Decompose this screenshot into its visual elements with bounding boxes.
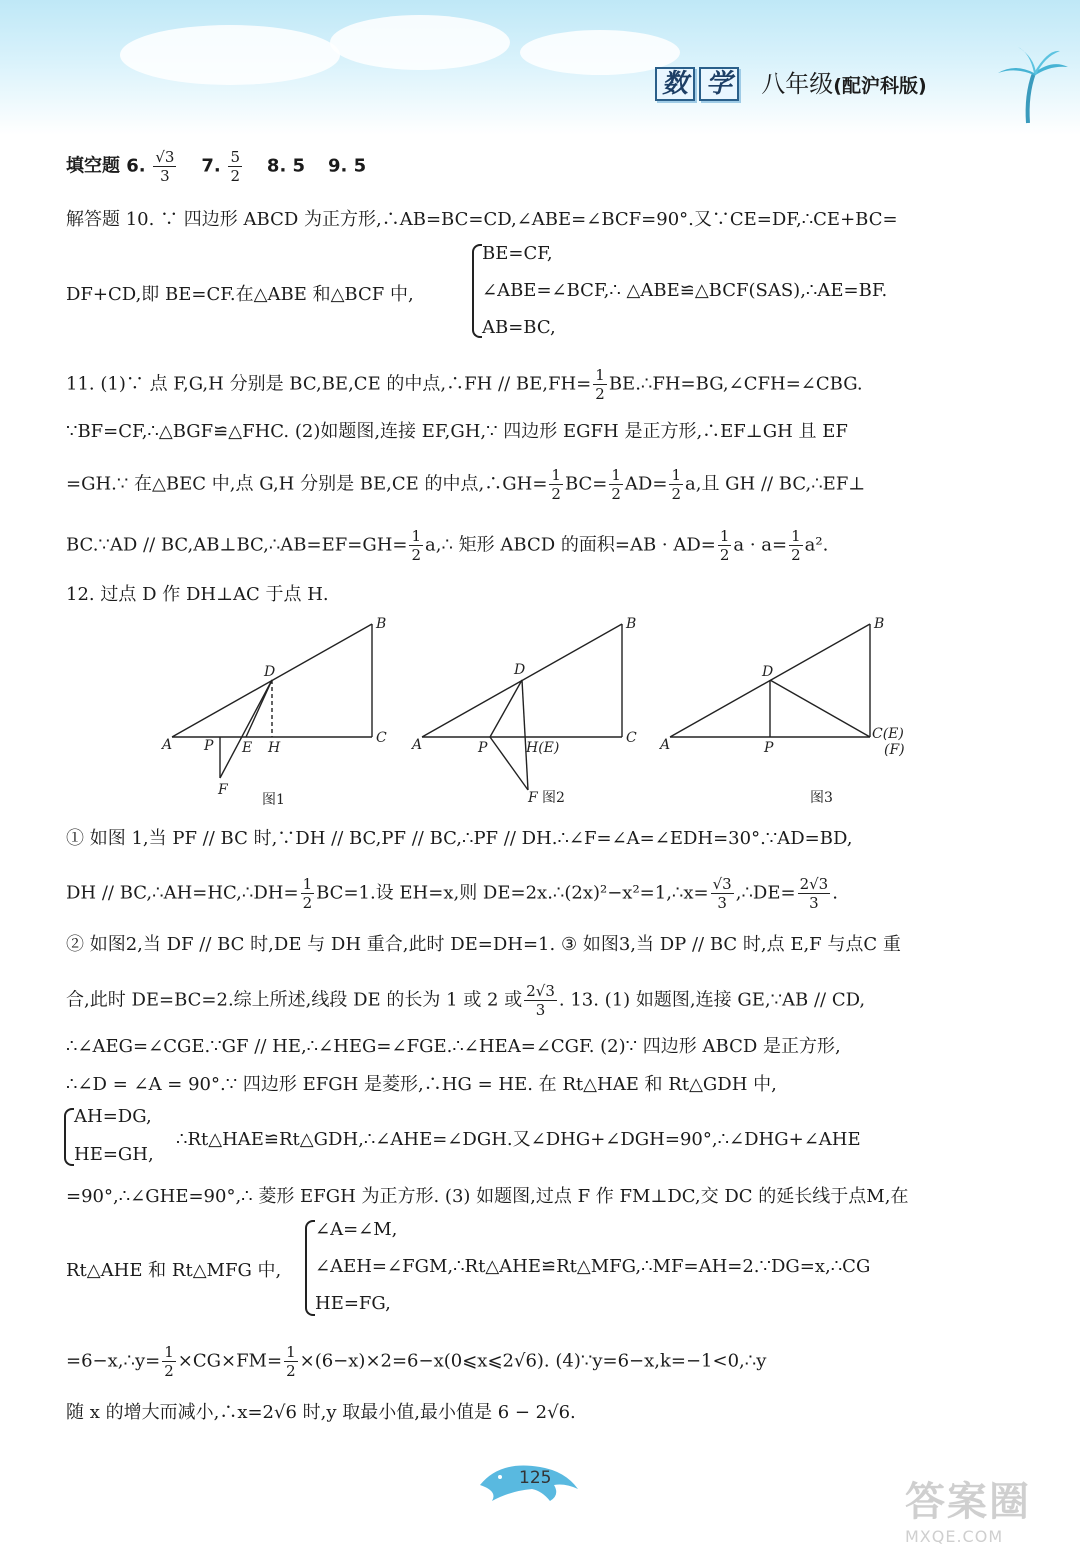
fraction: $\frac{2√3}{3}$ <box>526 982 555 1019</box>
subject-badge: 数 <box>655 67 695 101</box>
fraction: $\frac{1}{2}$ <box>164 1343 174 1380</box>
label: (F) <box>884 742 905 758</box>
answer-line: =6−x,∴y= $\frac{1}{2}$ ×CG×FM= $\frac{1}{2}$ ×(6−x)×2=6−x(0⩽x⩽2√6). (4)∵y=6−x,k=−1<0,∴y <box>66 1343 767 1380</box>
label: H(E) <box>526 740 560 756</box>
label: A <box>660 737 671 753</box>
fraction: $\frac{1}{2}$ <box>302 875 313 912</box>
label: F <box>218 782 228 798</box>
brace-line: ∠A=∠M, <box>315 1219 398 1240</box>
brace-line: AH=DG, <box>74 1106 152 1127</box>
fraction: $\frac{1}{2}$ <box>671 466 681 503</box>
answer-line: ∴∠AEG=∠CGE.∵GF // HE,∴∠HEG=∠FGE.∴∠HEA=∠CGF. (2)∵ 四边形 ABCD 是正方形, <box>66 1036 841 1057</box>
answer-line: 12. 过点 D 作 DH⊥AC 于点 H. <box>66 584 329 605</box>
page-number: 125 <box>519 1468 552 1488</box>
brace-line: HE=GH, <box>74 1144 154 1165</box>
answer-line: 解答题 10. ∵ 四边形 ABCD 为正方形,∴AB=BC=CD,∠ABE=∠BCF=90°.又∵CE=DF,∴CE+BC= <box>66 209 898 230</box>
label: A <box>162 737 173 753</box>
fraction: $\frac{√3}{3}$ <box>712 875 732 912</box>
label: D <box>762 664 774 680</box>
brace-line: BE=CF, <box>482 243 553 264</box>
label: P <box>764 740 774 756</box>
figure-2 <box>422 624 622 790</box>
label: E <box>242 740 253 756</box>
brace-line: ∠ABE=∠BCF,∴ △ABE≌△BCF(SAS),∴AE=BF. <box>482 280 888 301</box>
cloud-decoration <box>120 25 340 85</box>
subject-badge: 学 <box>699 67 739 101</box>
answer-line: 随 x 的增大而减小,∴x=2√6 时,y 取最小值,最小值是 6 − 2√6. <box>66 1402 576 1423</box>
edition-label: (配沪科版) <box>833 75 927 97</box>
figure-3 <box>670 624 870 737</box>
label: B <box>626 616 637 632</box>
figure-caption: 图3 <box>810 790 833 806</box>
label: D <box>514 662 526 678</box>
palm-tree-icon <box>990 45 1070 125</box>
brace-line: AB=BC, <box>482 317 556 338</box>
fraction: $\frac{1}{2}$ <box>411 527 422 564</box>
label: B <box>376 616 387 632</box>
grade-label: 八年级 <box>761 70 834 98</box>
label: P <box>204 738 214 754</box>
label: F <box>528 790 538 806</box>
brace-line: ∠AEH=∠FGM,∴Rt△AHE≌Rt△MFG,∴MF=AH=2.∵DG=x,∴CG <box>315 1256 871 1277</box>
fraction: $\frac{2√3}{3}$ <box>799 875 829 912</box>
brace <box>64 1108 74 1166</box>
label: C <box>376 730 387 746</box>
header-title <box>655 64 927 101</box>
brace <box>472 244 482 338</box>
answer-line: =90°,∴∠GHE=90°,∴ 菱形 EFGH 为正方形. (3) 如题图,过点 F 作 FM⊥DC,交 DC 的延长线于点M,在 <box>66 1186 909 1207</box>
answer-line: ∴∠D = ∠A = 90°.∵ 四边形 EFGH 是菱形,∴HG = HE. 在 Rt△HAE 和 Rt△GDH 中, <box>66 1074 777 1095</box>
fraction: $\frac{1}{2}$ <box>611 466 621 503</box>
label: D <box>264 664 276 680</box>
answer-line: DH // BC,∴AH=HC,∴DH= $\frac{1}{2}$ BC=1.设 EH=x,则 DE=2x.∴(2x)²−x²=1,∴x= $\frac{√3}{3}$ ,∴DE= $\frac{2√3}{3}$ . <box>66 875 838 912</box>
fraction: $\frac{1}{2}$ <box>791 527 801 564</box>
answer-line: Rt△AHE 和 Rt△MFG 中, <box>66 1260 282 1281</box>
fraction: $\frac{1}{2}$ <box>719 527 730 564</box>
fraction: $\frac{5}{2}$ <box>230 148 241 185</box>
fraction: $\frac{1}{2}$ <box>595 366 605 403</box>
figure-caption: 图2 <box>542 790 565 806</box>
brace <box>305 1220 315 1316</box>
cloud-decoration <box>330 15 510 70</box>
answer-line: ② 如图2,当 DF // BC 时,DE 与 DH 重合,此时 DE=DH=1. ③ 如图3,当 DP // BC 时,点 E,F 与点C 重 <box>66 934 901 955</box>
answer-line: 11. (1)∵ 点 F,G,H 分别是 BC,BE,CE 的中点,∴FH // BE,FH= $\frac{1}{2}$ BE.∴FH=BG,∠CFH=∠CBG. <box>66 366 863 403</box>
label: C <box>626 730 637 746</box>
label: C(E) <box>872 726 904 742</box>
fraction: $\frac{√3}{3}$ <box>155 148 175 185</box>
label: P <box>478 740 488 756</box>
answer-line: ∵BF=CF,∴△BGF≌△FHC. (2)如题图,连接 EF,GH,∵ 四边形 EGFH 是正方形,∴EF⊥GH 且 EF <box>66 421 848 442</box>
brace-line: HE=FG, <box>315 1293 391 1314</box>
watermark: 答案圈 MXQE.COM <box>905 1479 1031 1546</box>
geometry-figures <box>160 612 920 812</box>
answer-line: ① 如图 1,当 PF // BC 时,∵DH // BC,PF // BC,∴PF // DH.∴∠F=∠A=∠EDH=30°.∵AD=BD, <box>66 828 853 849</box>
fraction: $\frac{1}{2}$ <box>286 1343 296 1380</box>
answer-line: 合,此时 DE=BC=2.综上所述,线段 DE 的长为 1 或 2 或 $\frac{2√3}{3}$ . 13. (1) 如题图,连接 GE,∵AB // CD, <box>66 982 866 1019</box>
answer-line: DF+CD,即 BE=CF.在△ABE 和△BCF 中, <box>66 284 414 305</box>
label: B <box>874 616 885 632</box>
fraction: $\frac{1}{2}$ <box>551 466 561 503</box>
answer-line: =GH.∵ 在△BEC 中,点 G,H 分别是 BE,CE 的中点,∴GH= $\frac{1}{2}$ BC= $\frac{1}{2}$ AD= $\frac{1}{2}$ a,且 GH // BC,∴EF⊥ <box>66 466 866 503</box>
label: H <box>268 740 281 756</box>
answer-line: BC.∵AD // BC,AB⊥BC,∴AB=EF=GH= $\frac{1}{2}$ a,∴ 矩形 ABCD 的面积=AB · AD= $\frac{1}{2}$ a · a= $\frac{1}{2}$ a². <box>66 527 829 564</box>
answer-line: 填空题 6. $\frac{√3}{3}$ 7. $\frac{5}{2}$ 8. 5 9. 5 <box>66 148 367 185</box>
figure-caption: 图1 <box>262 792 285 808</box>
label: A <box>412 737 423 753</box>
answer-line: ∴Rt△HAE≌Rt△GDH,∴∠AHE=∠DGH.又∠DHG+∠DGH=90°,∴∠DHG+∠AHE <box>176 1129 861 1150</box>
